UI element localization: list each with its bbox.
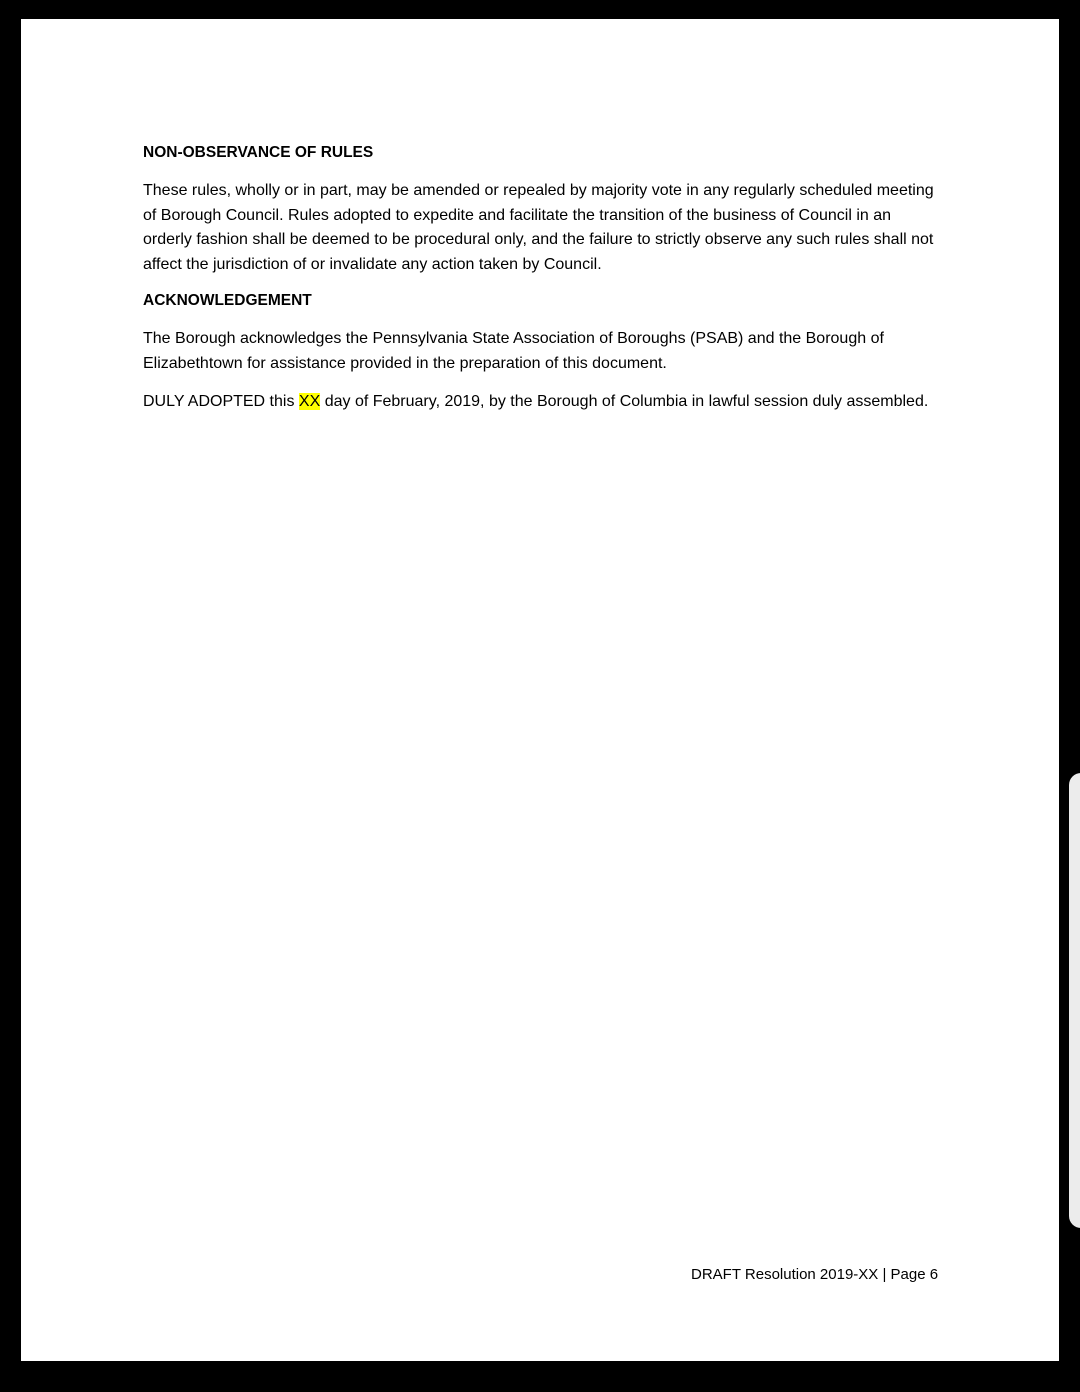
- highlighted-placeholder: XX: [298, 393, 321, 410]
- section-paragraph-acknowledgement: The Borough acknowledges the Pennsylvania State Association of Boroughs (PSAB) and the Borough of Elizabethtown for assistance provided in the preparation of this document.: [143, 330, 884, 372]
- adoption-paragraph: [143, 390, 943, 415]
- section-heading-acknowledgement: ACKNOWLEDGEMENT: [143, 292, 312, 309]
- scroll-handle[interactable]: [1069, 773, 1080, 1228]
- adoption-text-after: day of February, 2019, by the Borough of Columbia in lawful session duly assembled.: [320, 393, 929, 410]
- page-content: [143, 143, 943, 429]
- document-page: [21, 19, 1059, 1361]
- section-heading-non-observance: NON-OBSERVANCE OF RULES: [143, 144, 374, 161]
- section-paragraph-non-observance: These rules, wholly or in part, may be amended or repealed by majority vote in any regularly scheduled meeting of Borough Council. Rules adopted to expedite and facilitate the transition of the business of Council in an orderly fashion shall be deemed to be procedural only, and the failure to strictly observe any such rules shall not affect the jurisdiction of or invalidate any action taken by Council.: [143, 182, 934, 273]
- adoption-text-before: DULY ADOPTED this: [143, 393, 299, 410]
- page-footer: DRAFT Resolution 2019-XX | Page 6: [691, 1266, 939, 1283]
